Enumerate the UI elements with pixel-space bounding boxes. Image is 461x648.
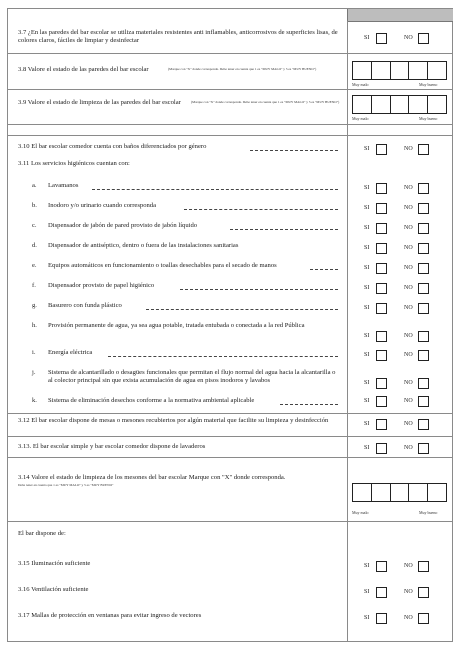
item-letter: f. <box>32 282 36 289</box>
q3-11d-yes-checkbox[interactable] <box>376 243 387 254</box>
yes-label: SI <box>364 185 370 191</box>
leader-line <box>250 150 338 151</box>
q3-11i-no-checkbox[interactable] <box>418 350 429 361</box>
q3-15-yes-checkbox[interactable] <box>376 561 387 572</box>
q3-11f-yes-checkbox[interactable] <box>376 283 387 294</box>
q3-11j-no-checkbox[interactable] <box>418 378 429 389</box>
item-text: Basurero con funda plástico <box>48 302 122 309</box>
yes-label: SI <box>364 225 370 231</box>
yes-label: SI <box>364 445 370 451</box>
item-letter: k. <box>32 397 37 404</box>
no-label: NO <box>404 285 413 291</box>
item-text: Dispensador de antiséptico, dentro o fuera de las instalaciones sanitarias <box>48 242 239 249</box>
item-text: Sistema de eliminación desechos conforme a la normativa ambiental aplicable <box>48 397 255 404</box>
question-3-9: 3.9 Valore el estado de limpieza de las paredes del bar escolar <box>18 99 181 106</box>
q3-16-no-checkbox[interactable] <box>418 587 429 598</box>
q3-15-no-checkbox[interactable] <box>418 561 429 572</box>
no-label: NO <box>404 615 413 621</box>
row-divider <box>8 53 452 54</box>
q3-13-no-checkbox[interactable] <box>418 443 429 454</box>
question-3-11: 3.11 Los servicios higiénicos cuentan con: <box>18 160 130 167</box>
yes-label: SI <box>364 265 370 271</box>
item-text: Inodoro y/o urinario cuando corresponda <box>48 202 157 209</box>
row-divider <box>8 135 452 136</box>
q3-11c-no-checkbox[interactable] <box>418 223 429 234</box>
scale-min-label: Muy malo <box>352 116 369 121</box>
item-letter: d. <box>32 242 37 249</box>
scale-max-label: Muy bueno <box>419 116 438 121</box>
q3-11k-no-checkbox[interactable] <box>418 396 429 407</box>
item-text: Lavamanos <box>48 182 79 189</box>
q3-11d-no-checkbox[interactable] <box>418 243 429 254</box>
section-label: El bar dispone de: <box>18 530 66 537</box>
row-divider <box>8 521 452 522</box>
leader-line <box>180 289 338 290</box>
question-3-17: 3.17 Mallas de protección en ventanas para evitar ingreso de vectores <box>18 612 202 619</box>
q3-12-no-checkbox[interactable] <box>418 419 429 430</box>
q3-10-no-checkbox[interactable] <box>418 144 429 155</box>
item-text: Sistema de alcantarillado o desagües funcionales que permitan el flujo normal del agua hacia la alcantarilla o al colector principal sin que exista acumulación de agua en pisos inodoros y lavabos <box>48 369 336 384</box>
no-label: NO <box>404 589 413 595</box>
q3-14-rating-scale[interactable] <box>352 483 447 502</box>
question-3-14-note: Debe tener en cuenta que 1 es "MUY MALO" y 5 es "MUY BUENO" <box>18 483 114 487</box>
item-text: Provisión permanente de agua, ya sea agua potable, tratada entubada o conectada a la red Pública <box>48 322 305 329</box>
no-label: NO <box>404 205 413 211</box>
scale-min-label: Muy malo <box>352 82 369 87</box>
no-label: NO <box>404 445 413 451</box>
q3-11i-yes-checkbox[interactable] <box>376 350 387 361</box>
header-shaded-cell <box>347 9 453 22</box>
yes-label: SI <box>364 380 370 386</box>
question-3-14: 3.14 Valore el estado de limpieza de los mesones del bar escolar Marque con "X" donde corresponda. <box>18 474 286 481</box>
q3-11b-no-checkbox[interactable] <box>418 203 429 214</box>
q3-17-yes-checkbox[interactable] <box>376 613 387 624</box>
q3-11f-no-checkbox[interactable] <box>418 283 429 294</box>
question-3-15: 3.15 Iluminación suficiente <box>18 560 91 567</box>
leader-line <box>310 269 338 270</box>
no-label: NO <box>404 35 413 41</box>
no-label: NO <box>404 245 413 251</box>
q3-12-yes-checkbox[interactable] <box>376 419 387 430</box>
q3-10-yes-checkbox[interactable] <box>376 144 387 155</box>
no-label: NO <box>404 421 413 427</box>
no-label: NO <box>404 225 413 231</box>
row-divider <box>8 457 452 458</box>
question-3-10: 3.10 El bar escolar comedor cuenta con baños diferenciados por género <box>18 143 207 150</box>
item-letter: j. <box>32 369 36 376</box>
scale-min-label: Muy malo <box>352 510 369 515</box>
question-3-8-note: (Marque con "X" donde corresponda. Debe tener en cuenta que 1 es "MUY MALO" y 5 es "MUY BUENO") <box>168 67 317 71</box>
q3-11e-no-checkbox[interactable] <box>418 263 429 274</box>
item-letter: e. <box>32 262 37 269</box>
no-label: NO <box>404 352 413 358</box>
column-divider <box>347 21 348 641</box>
yes-label: SI <box>364 421 370 427</box>
q3-7-yes-checkbox[interactable] <box>376 33 387 44</box>
item-letter: a. <box>32 182 37 189</box>
no-label: NO <box>404 333 413 339</box>
no-label: NO <box>404 563 413 569</box>
questionnaire-sheet <box>7 8 453 642</box>
q3-11e-yes-checkbox[interactable] <box>376 263 387 274</box>
question-3-13: 3.13. El bar escolar simple y bar escolar comedor dispone de lavaderos <box>18 443 206 450</box>
yes-label: SI <box>364 398 370 404</box>
q3-11a-no-checkbox[interactable] <box>418 183 429 194</box>
item-letter: h. <box>32 322 37 329</box>
question-3-12: 3.12 El bar escolar dispone de mesas o mesones recubiertos por algún material que facilite su limpieza y desinfección <box>18 417 329 424</box>
item-letter: c. <box>32 222 37 229</box>
no-label: NO <box>404 380 413 386</box>
q3-13-yes-checkbox[interactable] <box>376 443 387 454</box>
no-label: NO <box>404 305 413 311</box>
row-divider <box>8 436 452 437</box>
q3-11h-yes-checkbox[interactable] <box>376 331 387 342</box>
q3-11c-yes-checkbox[interactable] <box>376 223 387 234</box>
item-text: Dispensador de jabón de pared provisto de jabón líquido <box>48 222 198 229</box>
no-label: NO <box>404 146 413 152</box>
item-letter: i. <box>32 349 36 356</box>
yes-label: SI <box>364 305 370 311</box>
q3-8-rating-scale[interactable] <box>352 61 447 80</box>
leader-line <box>92 189 338 190</box>
leader-line <box>146 309 338 310</box>
yes-label: SI <box>364 589 370 595</box>
yes-label: SI <box>364 146 370 152</box>
question-3-16: 3.16 Ventilación suficiente <box>18 586 89 593</box>
item-letter: b. <box>32 202 37 209</box>
q3-11b-yes-checkbox[interactable] <box>376 203 387 214</box>
yes-label: SI <box>364 245 370 251</box>
row-divider <box>8 413 452 414</box>
no-label: NO <box>404 265 413 271</box>
q3-11j-yes-checkbox[interactable] <box>376 378 387 389</box>
yes-label: SI <box>364 205 370 211</box>
row-divider <box>8 124 452 125</box>
q3-16-yes-checkbox[interactable] <box>376 587 387 598</box>
item-text: Dispensador provisto de papel higiénico <box>48 282 155 289</box>
no-label: NO <box>404 185 413 191</box>
item-text: Energía eléctrica <box>48 349 93 356</box>
scale-max-label: Muy bueno <box>419 82 438 87</box>
yes-label: SI <box>364 35 370 41</box>
leader-line <box>280 404 338 405</box>
yes-label: SI <box>364 352 370 358</box>
q3-11h-no-checkbox[interactable] <box>418 331 429 342</box>
yes-label: SI <box>364 563 370 569</box>
yes-label: SI <box>364 615 370 621</box>
question-3-9-note: (Marque con "X" donde corresponda. Debe tener en cuenta que 1 es "MUY MALO" y 5 es "MUY BUENO") <box>191 100 340 104</box>
yes-label: SI <box>364 333 370 339</box>
leader-line <box>184 209 338 210</box>
no-label: NO <box>404 398 413 404</box>
item-text: Equipos automáticos en funcionamiento o toallas desechables para el secado de manos <box>48 262 277 269</box>
question-3-8: 3.8 Valore el estado de las paredes del bar escolar <box>18 66 149 73</box>
item-letter: g. <box>32 302 37 309</box>
yes-label: SI <box>364 285 370 291</box>
scale-max-label: Muy bueno <box>419 510 438 515</box>
q3-9-rating-scale[interactable] <box>352 95 447 114</box>
q3-11a-yes-checkbox[interactable] <box>376 183 387 194</box>
q3-11k-yes-checkbox[interactable] <box>376 396 387 407</box>
q3-17-no-checkbox[interactable] <box>418 613 429 624</box>
row-divider <box>8 89 452 90</box>
question-3-7: 3.7 ¿En las paredes del bar escolar se utiliza materiales resistentes anti inflamables, anticorrosivos de superficies lisas, de colores claros, fáciles de limpiar y desinfectar <box>18 29 338 44</box>
q3-11g-no-checkbox[interactable] <box>418 303 429 314</box>
leader-line <box>108 356 338 357</box>
q3-7-no-checkbox[interactable] <box>418 33 429 44</box>
leader-line <box>230 229 338 230</box>
q3-11g-yes-checkbox[interactable] <box>376 303 387 314</box>
